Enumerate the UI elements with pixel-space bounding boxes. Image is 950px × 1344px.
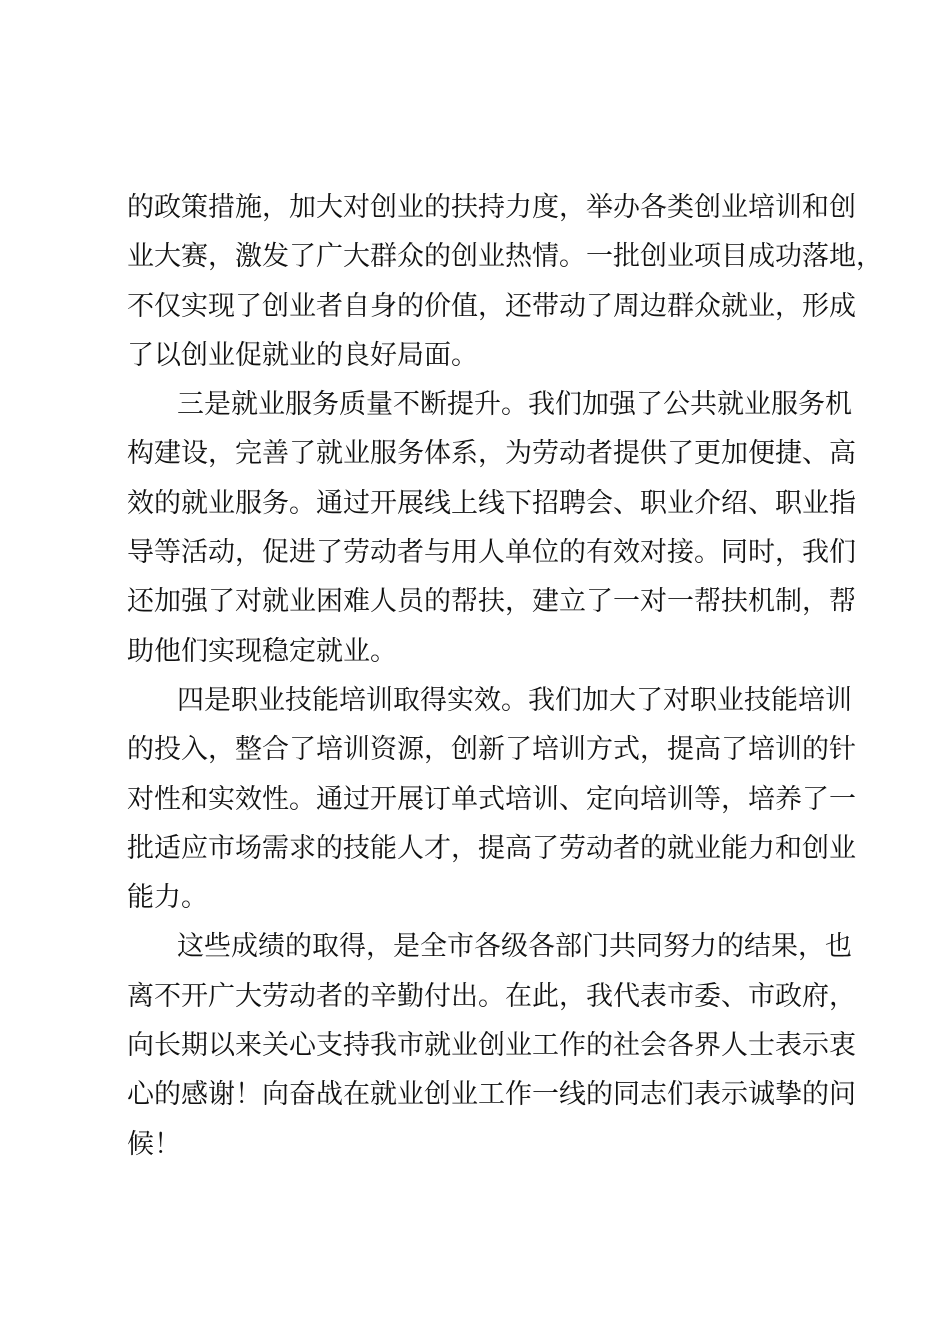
text-line: 批适应市场需求的技能人才，提高了劳动者的就业能力和创业 <box>127 832 856 864</box>
text-line: 离不开广大劳动者的辛勤付出。在此，我代表市委、市政府， <box>127 980 856 1012</box>
text-line: 候！ <box>127 1128 181 1160</box>
text-line: 构建设，完善了就业服务体系，为劳动者提供了更加便捷、高 <box>127 438 856 470</box>
text-line: 导等活动，促进了劳动者与用人单位的有效对接。同时，我们 <box>127 537 856 569</box>
text-line: 对性和实效性。通过开展订单式培训、定向培训等，培养了一 <box>127 783 856 815</box>
text-line: 助他们实现稳定就业。 <box>127 635 397 667</box>
text-line: 心的感谢！向奋战在就业创业工作一线的同志们表示诚挚的问 <box>127 1079 856 1111</box>
text-line: 效的就业服务。通过开展线上线下招聘会、职业介绍、职业指 <box>127 487 856 519</box>
body-text <box>127 183 883 1169</box>
text-line: 的投入，整合了培训资源，创新了培训方式，提高了培训的针 <box>127 734 856 766</box>
text-line: 了以创业促就业的良好局面。 <box>127 339 478 371</box>
text-line: 的政策措施，加大对创业的扶持力度，举办各类创业培训和创 <box>127 192 856 223</box>
text-line: 不仅实现了创业者自身的价值，还带动了周边群众就业，形成 <box>127 290 856 322</box>
text-line: 业大赛，激发了广大群众的创业热情。一批创业项目成功落地， <box>127 241 883 273</box>
paragraph-start-line: 四是职业技能培训取得实效。我们加大了对职业技能培训 <box>177 684 852 716</box>
text-line: 能力。 <box>127 882 208 914</box>
paragraph-start-line: 三是就业服务质量不断提升。我们加强了公共就业服务机 <box>177 389 852 421</box>
text-line: 还加强了对就业困难人员的帮扶，建立了一对一帮扶机制，帮 <box>127 586 856 618</box>
text-line: 向长期以来关心支持我市就业创业工作的社会各界人士表示衷 <box>127 1030 856 1062</box>
paragraph-start-line: 这些成绩的取得，是全市各级各部门共同努力的结果，也 <box>177 931 852 963</box>
